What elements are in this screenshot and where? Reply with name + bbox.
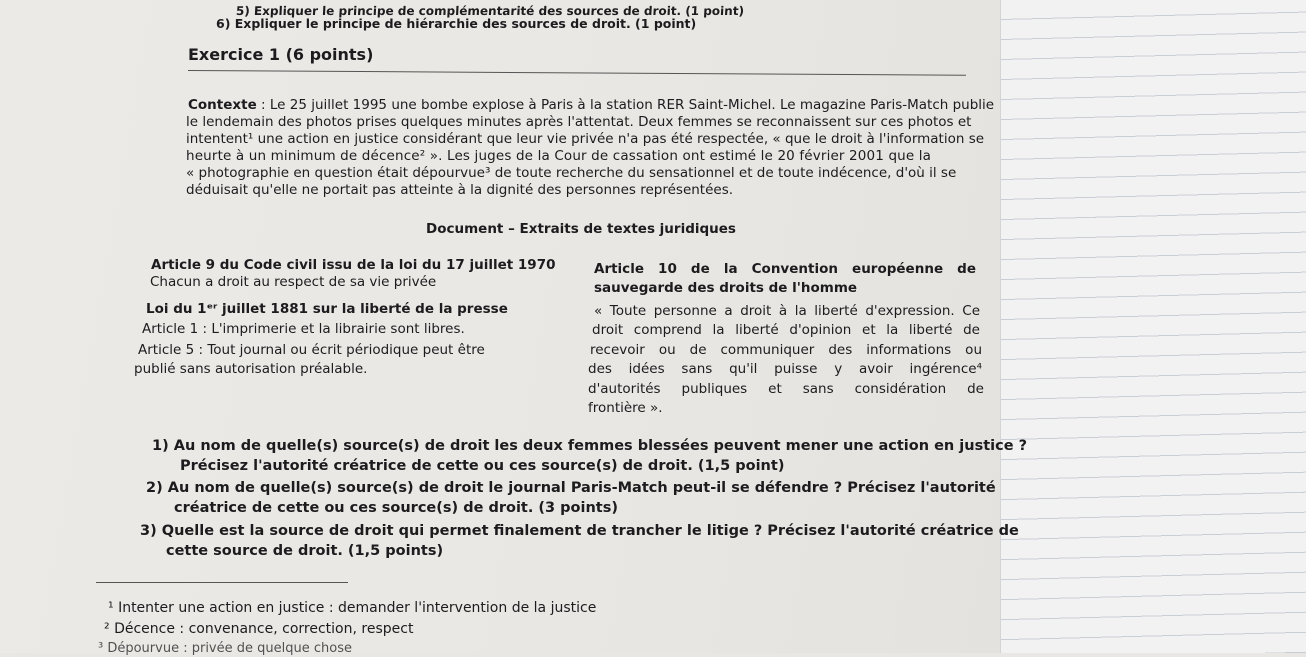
article10-line-6: frontière ». <box>588 400 663 416</box>
footnote-1: ¹ Intenter une action en justice : demander l'intervention de la justice <box>108 600 597 616</box>
article-5-line-1: Article 5 : Tout journal ou écrit périodique peut être <box>138 342 485 358</box>
question-1-line-1: 1) Au nom de quelle(s) source(s) de droit les deux femmes blessées peuvent mener une action en justice ? <box>152 438 1028 454</box>
context-line-5: « photographie en question était dépourvue³ de toute recherche du sensationnel et de toute indécence, d'où il se <box>186 165 957 181</box>
document-title: Document – Extraits de textes juridiques <box>426 221 736 237</box>
footnote-3: ³ Dépourvue : privée de quelque chose <box>98 641 352 656</box>
article10-line-4: des idées sans qu'il puisse y avoir ingérence⁴ <box>588 361 982 377</box>
context-line-6: déduisait qu'elle ne portait pas atteinte à la dignité des personnes représentées. <box>186 182 734 198</box>
article10-line-5: d'autorités publiques et sans considération de <box>588 381 984 397</box>
article-5-line-2: publié sans autorisation préalable. <box>134 361 368 377</box>
question-2-line-1: 2) Au nom de quelle(s) source(s) de droit le journal Paris-Match peut-il se défendre ? Précisez l'autorité <box>146 480 996 496</box>
context-label: Contexte <box>188 97 257 113</box>
article9-title: Article 9 du Code civil issu de la loi du 17 juillet 1970 <box>151 257 556 273</box>
article10-line-2: droit comprend la liberté d'opinion et la liberté de <box>592 322 980 338</box>
notebook-background <box>1000 0 1306 653</box>
article9-text: Chacun a droit au respect de sa vie privée <box>150 274 437 290</box>
question-2-line-2: créatrice de cette ou ces source(s) de droit. (3 points) <box>174 500 618 516</box>
exercise-title: Exercice 1 (6 points) <box>188 45 374 64</box>
loi-1881-title: Loi du 1ᵉʳ juillet 1881 sur la liberté de la presse <box>146 301 508 317</box>
footnote-separator <box>96 582 348 583</box>
question-6: 6) Expliquer le principe de hiérarchie des sources de droit. (1 point) <box>216 16 697 31</box>
article10-title-line-1: Article 10 de la Convention européenne de <box>594 261 976 277</box>
question-5: 5) Expliquer le principe de complémentarité des sources de droit. (1 point) <box>235 4 745 18</box>
article-1-text: Article 1 : L'imprimerie et la librairie sont libres. <box>142 321 465 337</box>
article10-line-3: recevoir ou de communiquer des informations ou <box>590 342 982 358</box>
question-3-line-1: 3) Quelle est la source de droit qui permet finalement de trancher le litige ? Précisez l'autorité créatrice de <box>140 523 1019 539</box>
context-line-4: heurte à un minimum de décence² ». Les juges de la Cour de cassation ont estimé le 20 février 2001 que la <box>186 148 932 164</box>
context-line-2: le lendemain des photos prises quelques minutes après l'attentat. Deux femmes se reconnaissent sur ces photos et <box>186 114 972 130</box>
article10-title-line-2: sauvegarde des droits de l'homme <box>594 280 858 296</box>
context-line-1: Contexte : Le 25 juillet 1995 une bombe explose à Paris à la station RER Saint-Michel. Le magazine Paris-Match publie <box>188 97 995 113</box>
footnote-2: ² Décence : convenance, correction, respect <box>104 621 414 637</box>
context-line-3: intentent¹ une action en justice considérant que leur vie privée n'a pas été respectée, « que le droit à l'information se <box>186 131 985 147</box>
article10-line-1: « Toute personne a droit à la liberté d'expression. Ce <box>594 303 980 319</box>
question-3-line-2: cette source de droit. (1,5 points) <box>166 543 444 559</box>
question-1-line-2: Précisez l'autorité créatrice de cette ou ces source(s) de droit. (1,5 point) <box>180 458 785 474</box>
